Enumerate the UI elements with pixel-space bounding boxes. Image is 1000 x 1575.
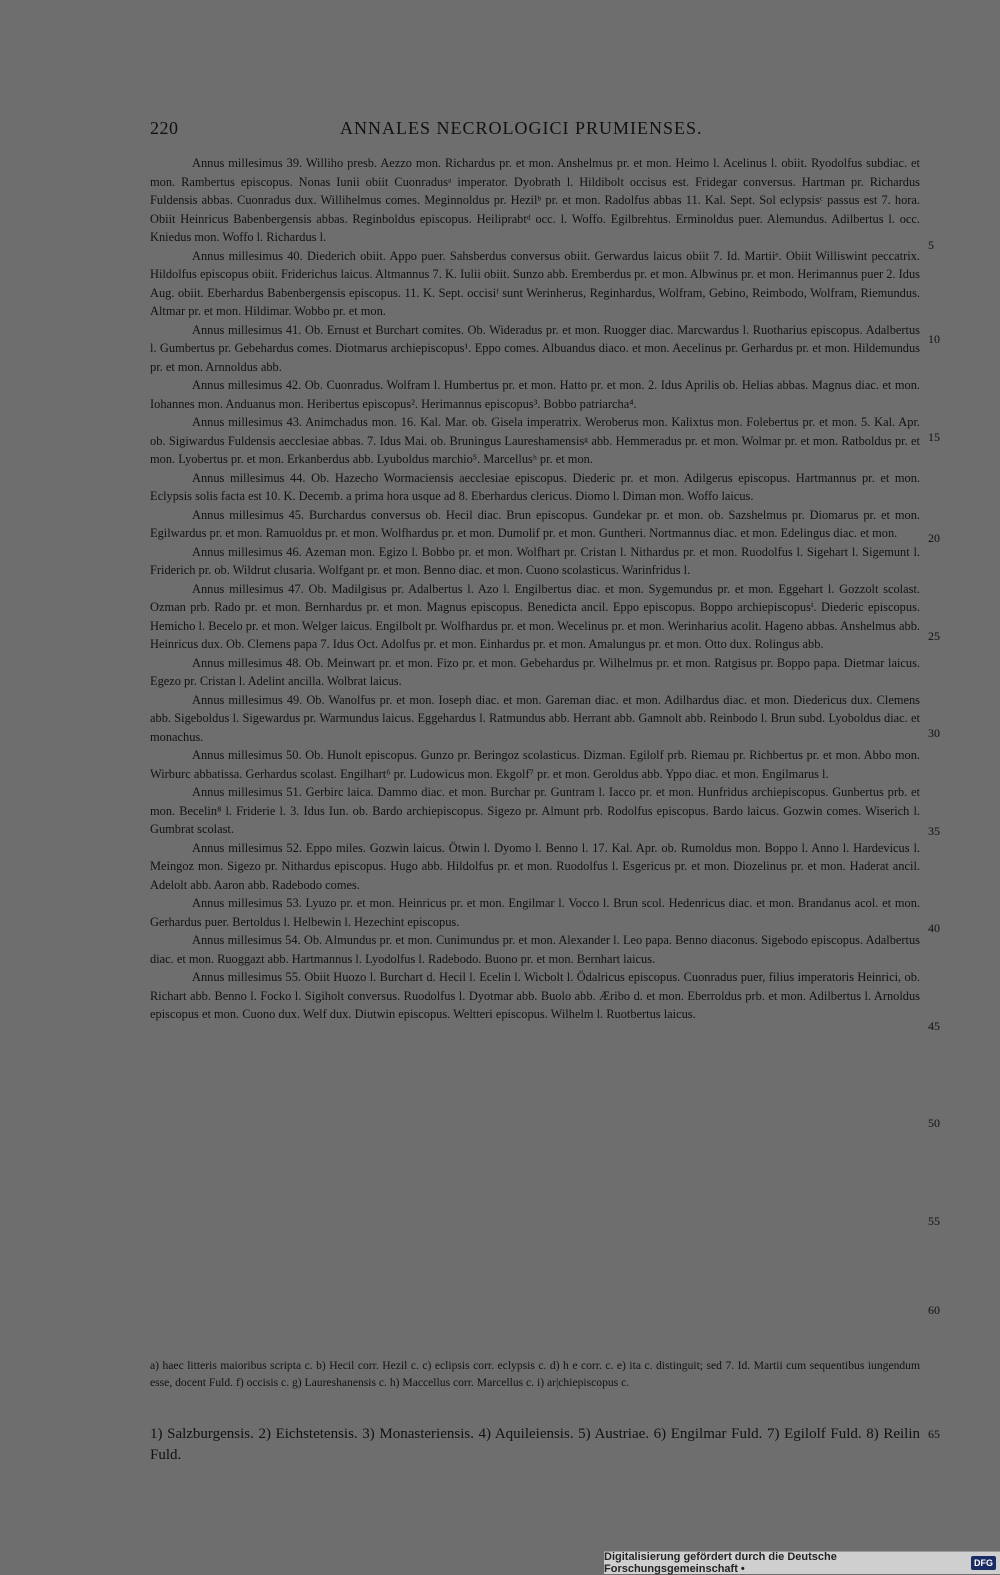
page-number: 220 [150,118,179,138]
entry-year-40: Annus millesimus 40. Diederich obiit. Appo puer. Sahsberdus conversus obiit. Gerwardus laicus obiit 7. Id. Martiiᵉ. Obiit Williswint peccatrix. Hildolfus episcopus obiit. Friderichus laicus. Altmannus 7. K. Iulii obiit. Sunzo abb. Eremberdus pr. et mon. Albwinus pr. et mon. Herimannus puer 2. Idus Aug. obiit. Eberhardus Babenbergensis episcopus. 11. K. Sept. occisiᶠ sunt Werinherus, Reginhardus, Wolfram, Gebino, Reimbodo, Wolfram, Riemundus. Altmar pr. et mon. Hildimar. Wobbo pr. et mon. [150,248,920,318]
line-number: 30 [928,726,940,740]
entry-year-42: Annus millesimus 42. Ob. Cuonradus. Wolfram l. Humbertus pr. et mon. Hatto pr. et mon. 2. Idus Aprilis ob. Helias abbas. Magnus diac. et mon. Iohannes mon. Anduanus mon. Heribertus episcopus². Herimannus episcopus³. Bobbo patriarcha⁴. [150,378,920,411]
critical-apparatus: a) haec litteris maioribus scripta c. b) Hecil corr. Hezil c. c) eclipsis corr. eclypsis c. d) h e corr. c. e) ita c. distinguit; sed 7. Id. Martii cum sequentibus iungendum esse, docent Fuld. f) occisis c. g) Laureshanensis c. h) Maccellus corr. Marcellus c. i) ar|chiepiscopus c. [150,1359,920,1389]
line-number: 25 [928,629,940,643]
entry-year-44: Annus millesimus 44. Ob. Hazecho Wormaciensis aecclesiae episcopus. Diederic pr. et mon. Adilgerus episcopus. Hartmannus pr. et mon. Eclypsis solis facta est 10. K. Decemb. a prima hora usque ad 8. Eberhardus clericus. Diomo l. Diman mon. Woffo laicus. [150,470,920,503]
line-number: 20 [928,531,940,545]
annals-text [150,154,920,1024]
entry-year-49: Annus millesimus 49. Ob. Wanolfus pr. et mon. Ioseph diac. et mon. Gareman diac. et mon. Adilhardus diac. et mon. Diedericus dux. Clemens abb. Sigeboldus l. Sigewardus pr. Warmundus laicus. Eggehardus l. Ratmundus abb. Herrant abb. Gamnolt abb. Reinbodo l. Brun subd. Lyoboldus diac. et monachus. [150,692,920,744]
entry-year-53: Annus millesimus 53. Lyuzo pr. et mon. Heinricus pr. et mon. Engilmar l. Vocco l. Brun scol. Hedenricus diac. et mon. Brandanus acol. et mon. Gerhardus puer. Bertoldus l. Helbewin l. Hezechint episcopus. [150,896,920,929]
entry-year-47: Annus millesimus 47. Ob. Madilgisus pr. Adalbertus l. Azo l. Engilbertus diac. et mon. Sygemundus pr. et mon. Eggehart l. Gozzolt scolast. Ozman prb. Rado pr. et mon. Bernhardus pr. et mon. Magnus episcopus. Benedicta ancil. Eppo episcopus. Boppo archiepiscopusⁱ. Diederic episcopus. Hemicho l. Becelo pr. et mon. Welger laicus. Engilbolt pr. Wolfhardus pr. et mon. Wecelinus pr. et mon. Werinharius acolit. Hageno abbas. Anshelmus abb. Heinricus dux. Ob. Clemens papa 7. Idus Oct. Adolfus pr. et mon. Einhardus pr. et mon. Amalungus pr. et mon. Otto dux. Rolingus abb. [150,581,920,651]
line-number: 45 [928,1019,940,1033]
entry-year-48: Annus millesimus 48. Ob. Meinwart pr. et mon. Fizo pr. et mon. Gebehardus pr. Wilhelmus pr. et mon. Ratgisus pr. Boppo papa. Dietmar laicus. Egezo pr. Cristan l. Adelint ancilla. Wolbrat laicus. [150,655,920,688]
entry-year-46: Annus millesimus 46. Azeman mon. Egizo l. Bobbo pr. et mon. Wolfhart pr. Cristan l. Nithardus pr. et mon. Ruodolfus l. Sigehart l. Sigemunt l. Friderich pr. ob. Wildrut clusaria. Wolfgant pr. et mon. Benno diac. et mon. Cuono scolasticus. Warinfridus l. [150,544,920,577]
line-number: 10 [928,332,940,346]
entry-year-51: Annus millesimus 51. Gerbirc laica. Dammo diac. et mon. Burchar pr. Guntram l. Iacco pr. et mon. Hunfridus archiepiscopus. Gunbertus prb. et mon. Becelin⁸ l. Friderie l. 3. Idus Iun. ob. Bardo archiepiscopus. Sigezo pr. Almunt prb. Rodolfus episcopus. Bardo laicus. Gozwin comes. Wiserich l. Gumbrat scolast. [150,785,920,836]
entry-year-39: Annus millesimus 39. Williho presb. Aezzo mon. Richardus pr. et mon. Anshelmus pr. et mon. Heimo l. Acelinus l. obiit. Ryodolfus subdiac. et mon. Rambertus episcopus. Nonas Iunii obiit Cuonradusᵃ imperator. Dyobrath l. Hildibolt occisus est. Fridegar conversus. Hartman pr. Richardus Fuldensis abbas. Cuonradus dux. Willihelmus comes. Meginnoldus pr. Hezilᵇ pr. et mon. Radolfus abbas 11. Kal. Sept. Sol eclypsisᶜ passus est 7. hora. Obiit Heinricus Babenbergensis abbas. Reginboldus episcopus. Heiliprabtᵈ occ. l. Woffo. Egilbrehtus. Erminoldus puer. Alemundus. Adilbertus l. occ. Kniedus mon. Woffo l. Richardus l. [150,156,920,244]
running-title: ANNALES NECROLOGICI PRUMIENSES. [340,118,703,138]
page-header [150,118,915,148]
line-number: 60 [928,1303,940,1317]
line-number: 55 [928,1214,940,1228]
line-number: 5 [928,238,934,252]
entry-year-45: Annus millesimus 45. Burchardus conversus ob. Hecil diac. Brun episcopus. Gundekar pr. et mon. ob. Sazshelmus pr. Diomarus pr. et mon. Egilwardus pr. et mon. Ramuoldus pr. et mon. Wolfhardus pr. et mon. Dumolif pr. et mon. Guntheri. Nortmannus diac. et mon. Edelingus diac. et mon. [150,507,920,540]
footnotes: 1) Salzburgensis. 2) Eichstetensis. 3) Monasteriensis. 4) Aquileiensis. 5) Austriae. 6) Engilmar Fuld. 7) Egilolf Fuld. 8) Reilin Fuld. [150,1426,920,1463]
line-number: 40 [928,921,940,935]
digitization-credit-bar [604,1551,1000,1574]
line-number: 15 [928,430,940,444]
entry-year-50: Annus millesimus 50. Ob. Hunolt episcopus. Gunzo pr. Beringoz scolasticus. Dizman. Egilolf prb. Riemau pr. Richbertus pr. et mon. Abbo mon. Wirburc abbatissa. Gerhardus scolast. Engilhart⁶ pr. Ludowicus mon. Ekgolf⁷ pr. et mon. Geroldus abb. Yppo diac. et mon. Engilmarus l. [150,748,920,781]
entry-year-41: Annus millesimus 41. Ob. Ernust et Burchart comites. Ob. Wideradus pr. et mon. Ruogger diac. Marcwardus l. Ruotharius episcopus. Adalbertus l. Gumbertus pr. Gebehardus comes. Diotmarus archiepiscopus¹. Eppo comes. Albuandus diaco. et mon. Aecelinus pr. Gerhardus pr. et mon. Hildemundus pr. et mon. Arnnoldus abb. [150,322,920,374]
line-number: 50 [928,1116,940,1130]
entry-year-54: Annus millesimus 54. Ob. Almundus pr. et mon. Cunimundus pr. et mon. Alexander l. Leo papa. Benno diaconus. Sigebodo episcopus. Adalbertus diac. et mon. Ruoggazt abb. Hartmannus l. Lyodolfus l. Radebodo. Buono pr. et mon. Bernhart laicus. [150,933,920,966]
dfg-logo: DFG [971,1556,996,1570]
line-number: 35 [928,824,940,838]
entry-year-52: Annus millesimus 52. Eppo miles. Gozwin laicus. Ötwin l. Dyomo l. Benno l. 17. Kal. Apr. ob. Rumoldus mon. Boppo l. Anno l. Hardevicus l. Meingoz mon. Sigezo pr. Nithardus episcopus. Hugo abb. Hildolfus pr. et mon. Ruodolfus l. Esgericus pr. et mon. Diozelinus pr. et mon. Haderat ancil. Adelolt abb. Aaron abb. Radebodo comes. [150,840,920,892]
line-number: 65 [928,1427,940,1441]
entry-year-55: Annus millesimus 55. Obiit Huozo l. Burchart d. Hecil l. Ecelin l. Wicbolt l. Ödalricus episcopus. Cuonradus puer, filius imperatoris Heinrici, ob. Richart abb. Benno l. Focko l. Sigiholt conversus. Ruodolfus l. Dyotmar abb. Buolo abb. Æribo d. et mon. Eberroldus prb. et mon. Adilbertus l. Arnoldus episcopus et mon. Cuono dux. Welf dux. Diutwin episcopus. Weltteri episcopus. Wilhelm l. Ruotbertus laicus. [150,970,920,1021]
credit-text: Digitalisierung gefördert durch die Deutsche Forschungsgemeinschaft • [604,1551,837,1575]
entry-year-43: Annus millesimus 43. Animchadus mon. 16. Kal. Mar. ob. Gisela imperatrix. Weroberus mon. Kalixtus mon. Folebertus pr. et mon. 5. Kal. Apr. ob. Sigiwardus Fuldensis aecclesiae abbas. 7. Idus Mai. ob. Bruningus Laureshamensisᵍ abb. Hemmeradus pr. et mon. Wolmar pr. et mon. Ratboldus pr. et mon. Lyobertus pr. et mon. Erkanberdus abb. Lyuboldus marchio⁵. Marcellusʰ pr. et mon. [150,415,920,466]
